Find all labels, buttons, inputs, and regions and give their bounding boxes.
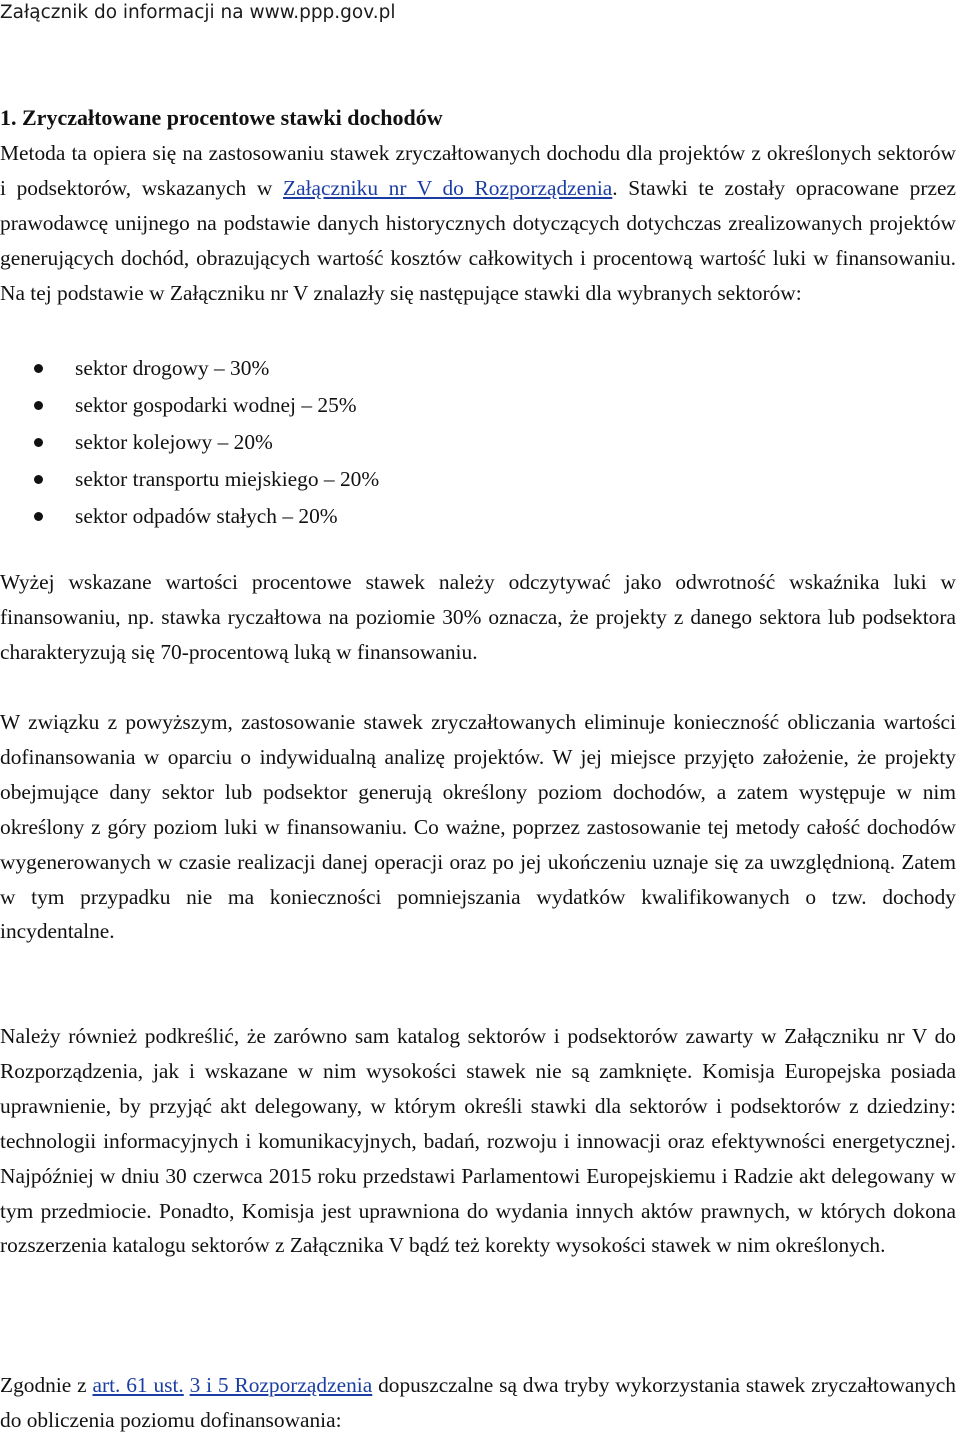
paragraph-modes <box>0 1368 956 1438</box>
paragraph-rates-explanation: Wyżej wskazane wartości procentowe stawek należy odczytywać jako odwrotność wskaźnika luki w finansowaniu, np. stawka ryczałtowa na poziomie 30% oznacza, że projekty z danego sektora lub podsektora charakteryzują się 70-procentową luką w finansowaniu. <box>0 570 956 664</box>
list-item <box>0 498 956 535</box>
list-item <box>0 350 956 387</box>
paragraph-modes-text-2: dopuszczalne są dwa tryby wykorzystania stawek zryczałtowanych do obliczenia poziomu dofinansowania: <box>0 1373 956 1432</box>
list-item-text: sektor kolejowy – 20% <box>75 430 273 454</box>
list-item-text: sektor gospodarki wodnej – 25% <box>75 393 357 417</box>
list-item-text: sektor drogowy – 30% <box>75 356 270 380</box>
list-item <box>0 387 956 424</box>
section-heading: 1. Zryczałtowane procentowe stawki dochodów <box>0 105 443 130</box>
paragraph-consequences: W związku z powyższym, zastosowanie stawek zryczałtowanych eliminuje konieczność obliczania wartości dofinansowania w oparciu o indywidualną analizę projektów. W jej miejsce przyjęto założenie, że projekty obejmujące dany sektor lub podsektor generują określony poziom dochodów, a zatem występuje w nim określony z góry poziom luki w finansowaniu. Co ważne, poprzez zastosowanie tej metody całość dochodów wygenerowanych w czasie realizacji danej operacji oraz po jej ukończeniu uznaje się za uwzględnioną. Zatem w tym przypadku nie ma konieczności pomniejszania wydatków kwalifikowanych o tzw. dochody incydentalne. <box>0 710 956 944</box>
bullet-icon <box>34 512 43 521</box>
bullet-icon <box>34 364 43 373</box>
document-header: Załącznik do informacji na www.ppp.gov.pl <box>0 2 396 23</box>
paragraph-intro-text-1: Metoda ta opiera się na zastosowaniu stawek zryczałtowanych dochodu dla projektów z określonych sektorów i podsektorów, wskazanych w <box>0 141 956 200</box>
list-item-text: sektor transportu miejskiego – 20% <box>75 467 380 491</box>
annex-v-link[interactable]: Załączniku nr V do Rozporządzenia <box>283 175 613 200</box>
paragraph-intro <box>0 136 956 311</box>
art-61-link[interactable]: art. 61 ust. <box>92 1373 184 1397</box>
paragraph-modes-text-1: Zgodnie z <box>0 1373 93 1397</box>
bullet-icon <box>34 401 43 410</box>
list-item <box>0 424 956 461</box>
paragraph-catalog: Należy również podkreślić, że zarówno sam katalog sektorów i podsektorów zawarty w Załączniku nr V do Rozporządzenia, jak i wskazane w nim wysokości stawek nie są zamknięte. Komisja Europejska posiada uprawnienie, by przyjąć akt delegowany, w którym określi stawki dla sektorów i podsektorów z dziedziny: technologii informacyjnych i komunikacyjnych, badań, rozwoju i innowacji oraz efektywności energetycznej. Najpóźniej w dniu 30 czerwca 2015 roku przedstawi Parlamentowi Europejskiemu i Radzie akt delegowany w tym przedmiocie. Ponadto, Komisja jest uprawniona do wydania innych aktów prawnych, w których dokona rozszerzenia katalogu sektorów z Załącznika V bądź też korekty wysokości stawek w nim określonych. <box>0 1024 956 1258</box>
paragraph-intro-text-2: . Stawki te zostały opracowane przez prawodawcę unijnego na podstawie danych historycznych dotyczących dotychczas zrealizowanych projektów generujących dochód, obrazujących wartość kosztów całkowitych i procentową wartość luki w finansowaniu. Na tej podstawie w Załączniku nr V znalazły się następujące stawki dla wybranych sektorów: <box>0 175 956 305</box>
list-item-text: sektor odpadów stałych – 20% <box>75 504 338 528</box>
bullet-icon <box>34 475 43 484</box>
sector-rates-list <box>0 350 956 535</box>
regulation-link[interactable]: 3 i 5 Rozporządzenia <box>189 1373 373 1397</box>
bullet-icon <box>34 438 43 447</box>
list-item <box>0 461 956 498</box>
